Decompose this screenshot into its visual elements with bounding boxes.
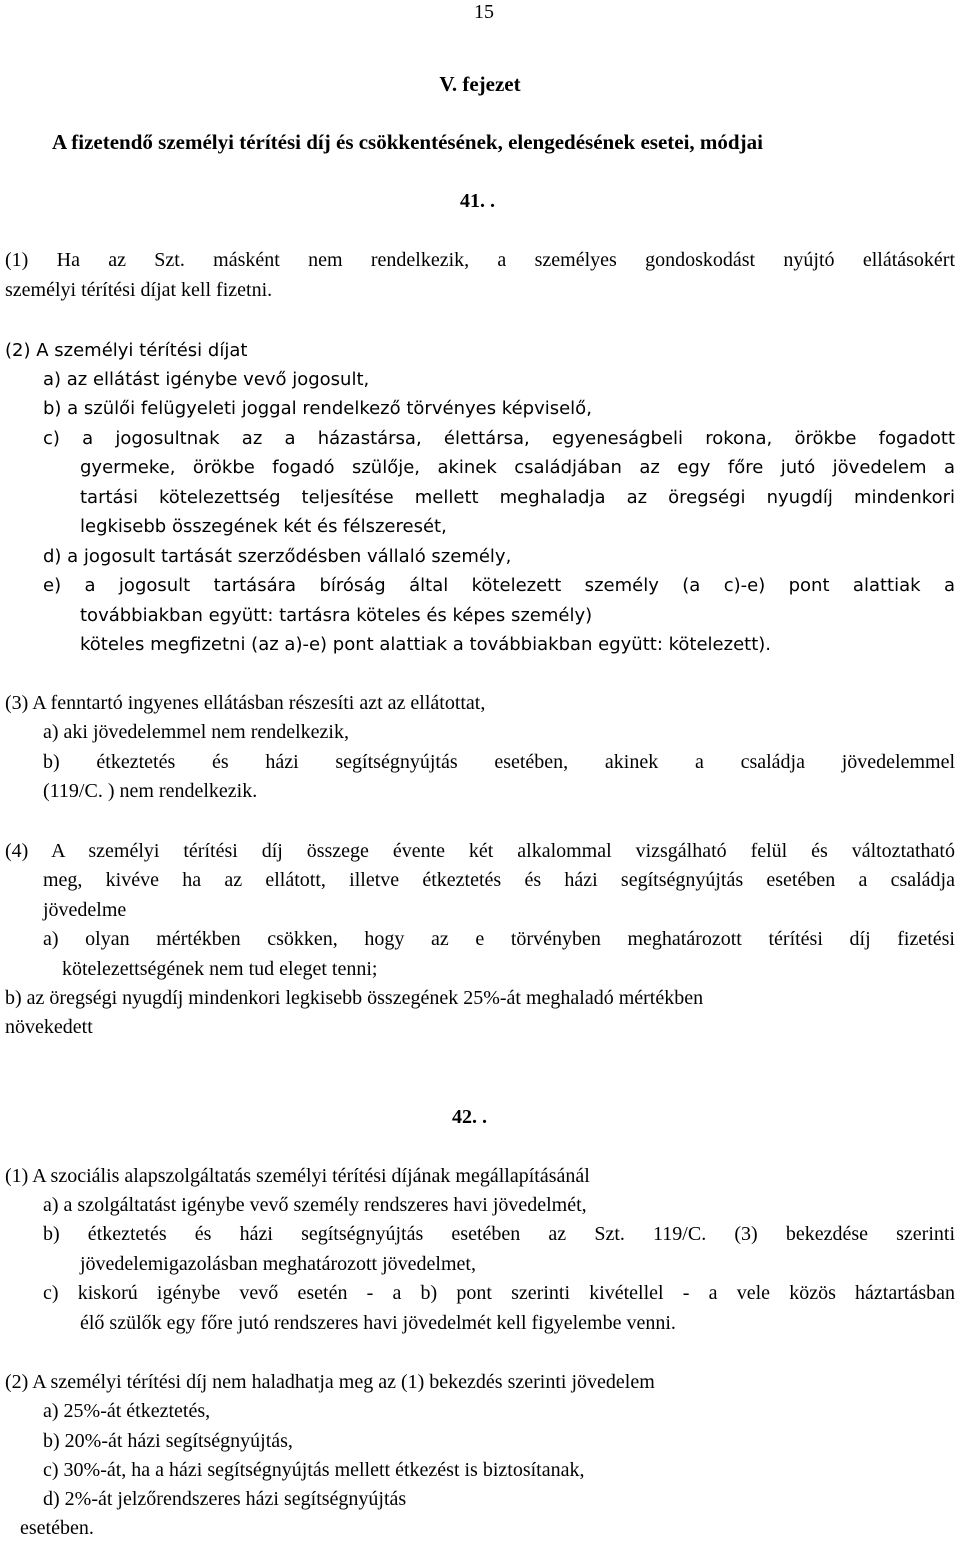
s41-p3-item-a: a) aki jövedelemmel nem rendelkezik, — [43, 721, 349, 743]
s41-p3-intro: (3) A fenntartó ingyenes ellátásban részesíti azt az ellátottat, — [5, 692, 486, 714]
s42-p2-item-a: a) 25%-át étkeztetés, — [43, 1400, 211, 1422]
section-42-heading: 42. . — [452, 1106, 487, 1128]
s41-p4-item-a-line1: a) olyan mértékben csökken, hogy az e törvényben meghatározott térítési díj fizetési — [43, 928, 955, 950]
page-number: 15 — [474, 1, 494, 23]
s41-p4-line1: (4) A személyi térítési díj összege évente két alkalommal vizsgálható felül és változtatható — [5, 840, 955, 862]
s42-p1-item-b-line1: b) étkeztetés és házi segítségnyújtás esetében az Szt. 119/C. (3) bekezdése szerinti — [43, 1223, 955, 1245]
s42-p1-item-c-line2: élő szülők egy főre jutó rendszeres havi jövedelmét kell figyelembe venni. — [80, 1312, 676, 1334]
s42-p2-item-d: d) 2%-át jelzőrendszeres házi segítségnyújtás — [43, 1488, 407, 1510]
s41-p1-line1: (1) Ha az Szt. másként nem rendelkezik, a személyes gondoskodást nyújtó ellátásokért — [5, 249, 955, 271]
s41-p1-line2: személyi térítési díjat kell fizetni. — [5, 279, 273, 301]
s41-p2-item-c-line4: legkisebb összegének két és félszeresét, — [80, 516, 447, 537]
s41-p2-item-c-line3: tartási kötelezettség teljesítése mellett meghaladja az öregségi nyugdíj mindenkori — [80, 487, 955, 508]
s41-p3-item-b-line1: b) étkeztetés és házi segítségnyújtás esetében, akinek a családja jövedelemmel — [43, 751, 955, 773]
s41-p2-intro: (2) A személyi térítési díjat — [5, 340, 248, 361]
s41-p4-line3: jövedelme — [43, 899, 127, 921]
s41-p4-item-b-line2: növekedett — [5, 1016, 93, 1038]
section-41-heading: 41. . — [460, 190, 495, 212]
s41-p4-line2: meg, kivéve ha az ellátott, illetve étkeztetés és házi segítségnyújtás esetében a családja — [43, 869, 955, 891]
s41-p4-item-b-line1: b) az öregségi nyugdíj mindenkori legkisebb összegének 25%-át meghaladó mértékben — [5, 987, 704, 1009]
s42-p2-tail: esetében. — [20, 1517, 94, 1539]
s41-p2-item-a: a) az ellátást igénybe vevő jogosult, — [43, 369, 370, 390]
s41-p2-item-b: b) a szülői felügyeleti joggal rendelkező törvényes képviselő, — [43, 398, 592, 419]
s42-p1-item-c-line1: c) kiskorú igénybe vevő esetén - a b) pont szerinti kivétellel - a vele közös háztartásban — [43, 1282, 955, 1304]
s41-p4-item-a-line2: kötelezettségének nem tud eleget tenni; — [62, 958, 378, 980]
chapter-title: V. fejezet — [439, 72, 521, 96]
s41-p2-item-e-line1: e) a jogosult tartására bíróság által kötelezett személy (a c)-e) pont alattiak a — [43, 575, 955, 596]
s41-p3-item-b-line2: (119/C. ) nem rendelkezik. — [43, 780, 258, 802]
s42-p2-item-b: b) 20%-át házi segítségnyújtás, — [43, 1430, 293, 1452]
s42-p2-intro: (2) A személyi térítési díj nem haladhatja meg az (1) bekezdés szerinti jövedelem — [5, 1371, 655, 1393]
s41-p2-item-c-line2: gyermeke, örökbe fogadó szülője, akinek családjában az egy főre jutó jövedelem a — [80, 457, 955, 478]
s42-p2-item-c: c) 30%-át, ha a házi segítségnyújtás mellett étkezést is biztosítanak, — [43, 1459, 585, 1481]
s41-p2-closing: köteles megfizetni (az a)-e) pont alattiak a továbbiakban együtt: kötelezett). — [80, 634, 771, 655]
s41-p2-item-c-line1: c) a jogosultnak az a házastársa, élettársa, egyeneságbeli rokona, örökbe fogadott — [43, 428, 955, 449]
s41-p2-item-e-line2: továbbiakban együtt: tartásra köteles és képes személy) — [80, 605, 593, 626]
chapter-subtitle: A fizetendő személyi térítési díj és csökkentésének, elengedésének esetei, módjai — [52, 130, 763, 154]
s41-p2-item-d: d) a jogosult tartását szerződésben vállaló személy, — [43, 546, 512, 567]
s42-p1-intro: (1) A szociális alapszolgáltatás személyi térítési díjának megállapításánál — [5, 1165, 590, 1187]
s42-p1-item-a: a) a szolgáltatást igénybe vevő személy rendszeres havi jövedelmét, — [43, 1194, 587, 1216]
s42-p1-item-b-line2: jövedelemigazolásban meghatározott jövedelmet, — [80, 1253, 476, 1275]
